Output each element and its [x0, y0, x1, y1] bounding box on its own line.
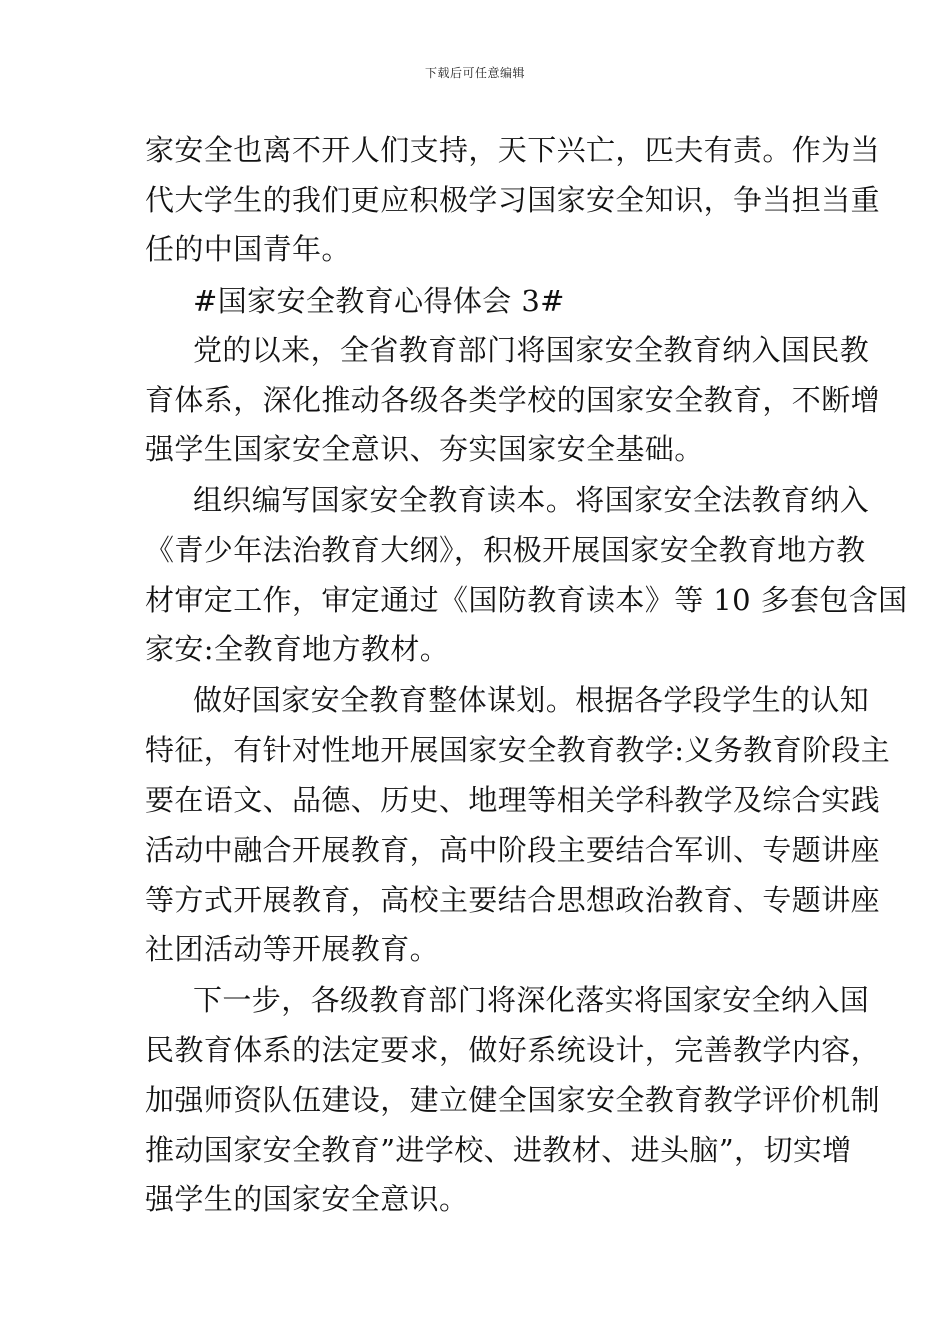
text-line: 民教育体系的法定要求，做好系统设计，完善教学内容， — [145, 1033, 881, 1067]
paragraph-first-line: 下一步，各级教育部门将深化落实将国家安全纳入国 — [193, 983, 870, 1017]
section-heading: #国家安全教育心得体会 3# — [193, 284, 565, 318]
text-line: 材审定工作，审定通过《国防教育读本》等 10 多套包含国 — [145, 583, 908, 617]
text-line: 任的中国青年。 — [145, 232, 351, 266]
text-line: 育体系，深化推动各级各类学校的国家安全教育，不断增 — [145, 383, 881, 417]
text-line: 加强师资队伍建设，建立健全国家安全教育教学评价机制 — [145, 1083, 881, 1117]
text-line: 家安:全教育地方教材。 — [145, 632, 450, 666]
paragraph-first-line: 做好国家安全教育整体谋划。根据各学段学生的认知 — [193, 683, 870, 717]
page-header: 下载后可任意编辑 — [424, 66, 525, 80]
paragraph-first-line: 党的以来，全省教育部门将国家安全教育纳入国民教 — [193, 333, 870, 367]
text-line: 特征，有针对性地开展国家安全教育教学:义务教育阶段主 — [145, 733, 891, 767]
text-line: 强学生的国家安全意识。 — [145, 1182, 469, 1216]
text-line: 活动中融合开展教育，高中阶段主要结合军训、专题讲座 — [145, 833, 881, 867]
text-line: 家安全也离不开人们支持，天下兴亡，匹夫有责。作为当 — [145, 133, 881, 167]
text-line: 社团活动等开展教育。 — [145, 932, 440, 966]
text-line: 等方式开展教育，高校主要结合思想政治教育、专题讲座 — [145, 883, 881, 917]
text-line: 要在语文、品德、历史、地理等相关学科教学及综合实践 — [145, 783, 881, 817]
paragraph-first-line: 组织编写国家安全教育读本。将国家安全法教育纳入 — [193, 483, 870, 517]
text-line: 推动国家安全教育”进学校、进教材、进头脑”，切实增 — [145, 1133, 852, 1167]
text-line: 《青少年法治教育大纲》，积极开展国家安全教育地方教 — [145, 533, 866, 567]
text-line: 强学生国家安全意识、夯实国家安全基础。 — [145, 432, 704, 466]
text-line: 代大学生的我们更应积极学习国家安全知识，争当担当重 — [145, 183, 881, 217]
